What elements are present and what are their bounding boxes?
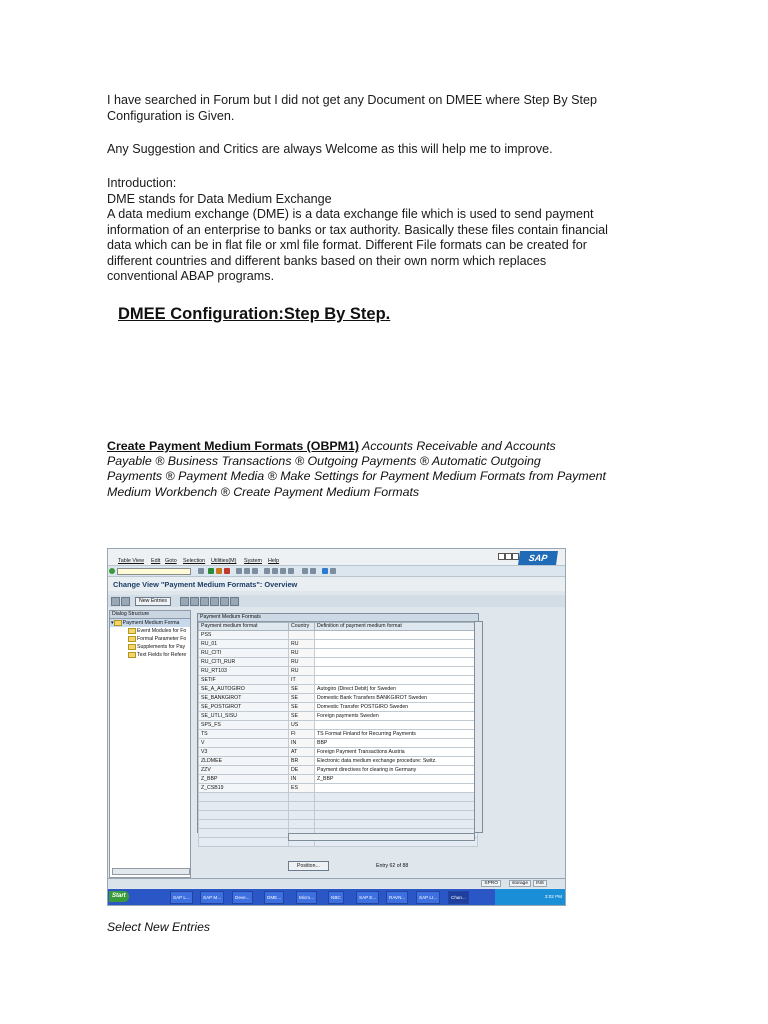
cell-format: ZLDMEE [199,757,289,766]
table-row[interactable] [199,739,478,748]
cell-country [289,811,315,820]
cell-format: RU_CITI_RUR [199,658,289,667]
cell-definition [315,640,478,649]
exit-icon[interactable] [216,568,222,574]
menu-table-view[interactable]: Table View [118,558,144,564]
select-block-icon[interactable] [220,597,229,606]
cell-format [199,820,289,829]
cell-definition [315,631,478,640]
suggestion-paragraph: Any Suggestion and Critics are always Welcome as this will help me to improve. [107,142,553,156]
cell-country: US [289,721,315,730]
task-button[interactable]: SAP M... [200,891,224,904]
last-page-icon[interactable] [288,568,294,574]
cell-country [289,631,315,640]
table-row[interactable] [199,766,478,775]
table-row[interactable] [199,640,478,649]
task-button[interactable]: Micro... [296,891,317,904]
cell-format: SPS_FS [199,721,289,730]
undo-change-icon[interactable] [200,597,209,606]
cell-country: ES [289,784,315,793]
table-row[interactable] [199,757,478,766]
menu-help[interactable]: Help [268,558,280,564]
cell-country: IN [289,775,315,784]
folder-icon [128,636,136,642]
windows-taskbar [108,889,565,905]
column-header-definition[interactable]: Definition of payment medium format [315,623,478,631]
cell-format: V [199,739,289,748]
dialog-structure-tree [109,610,191,878]
table-row[interactable] [199,685,478,694]
other-view-icon[interactable] [121,597,130,606]
cell-definition [315,658,478,667]
table-row[interactable] [199,658,478,667]
task-button[interactable]: SAP L... [170,891,193,904]
cell-format: SE_A_AUTOGIRO [199,685,289,694]
cell-definition: Z_BBP [315,775,478,784]
cell-country: RU [289,658,315,667]
cell-definition [315,676,478,685]
cell-definition [315,793,478,802]
back-icon[interactable] [208,568,214,574]
cell-definition: Autogiro (Direct Debit) for Sweden [315,685,478,694]
caption-select-new-entries: Select New Entries [107,920,210,934]
cell-definition [315,784,478,793]
cell-format: TS [199,730,289,739]
table-horizontal-scrollbar[interactable] [288,833,475,841]
table-row[interactable] [199,694,478,703]
cell-country: SE [289,685,315,694]
status-bar [108,878,565,888]
cell-format: V3 [199,748,289,757]
column-header-country[interactable]: Country [289,623,315,631]
table-row[interactable] [199,784,478,793]
column-header-format[interactable]: Payment medium format [199,623,289,631]
cell-definition: Electronic data medium exchange procedure: Switz. [315,757,478,766]
table-row[interactable] [199,676,478,685]
obpm-link[interactable]: Create Payment Medium Formats (OBPM1) [107,439,359,453]
task-button[interactable]: SAP E... [356,891,379,904]
cell-country: SE [289,712,315,721]
cell-format: PSS [199,631,289,640]
print-icon[interactable] [236,568,242,574]
tree-scrollbar[interactable] [112,868,190,875]
select-all-icon[interactable] [210,597,219,606]
task-button[interactable]: RAVN... [386,891,408,904]
menu-edit[interactable]: Edit [151,558,161,564]
task-button[interactable]: NBC [328,891,344,904]
table-row[interactable] [199,667,478,676]
obpm-instructions: Create Payment Medium Formats (OBPM1) Accounts Receivable and Accounts Payable ® Business Transactions ® Outgoing Payments ® Automatic Outgoing Payments ® Payment Media ® Make Settings for Payment Medium Formats from Payment Medium Workbench ® Create Payment Medium Formats [107,439,606,499]
tree-item-payment-medium-formats[interactable]: ▾ Payment Medium Forma [110,619,190,627]
maximize-icon[interactable] [505,553,512,560]
table-row[interactable] [199,649,478,658]
cell-format: SE_BANKGIROT [199,694,289,703]
new-session-icon[interactable] [302,568,308,574]
entry-counter: Entry 62 of 88 [376,863,409,869]
introduction-paragraph: Introduction: DME stands for Data Medium Exchange A data medium exchange (DME) is a data exchange file which is used to send payment information of an enterprise to banks or tax authority. Basically these files contain financial data which can be in flat file or xml file format. Different File formats can be created for different countries and different banks based on their own norm which replaces conventional ABAP programs. [107,176,608,283]
command-field[interactable] [117,568,191,575]
menu-system[interactable]: System [244,558,262,564]
cell-format: SE_UTLI_SISU [199,712,289,721]
table-row[interactable] [199,703,478,712]
status-server: storage [509,880,531,887]
cell-country: FI [289,730,315,739]
payment-formats-table [197,613,479,833]
cell-format: SETIF [199,676,289,685]
table-caption: Payment Medium Formats [198,614,478,622]
sap-standard-toolbar [108,565,565,577]
cell-country: IN [289,739,315,748]
display-change-icon[interactable] [111,597,120,606]
find-icon[interactable] [244,568,250,574]
sap-screenshot [107,548,566,906]
cell-format: ZZV [199,766,289,775]
cell-country: AT [289,748,315,757]
folder-icon [128,628,136,634]
cell-country [289,793,315,802]
table-row[interactable] [199,712,478,721]
table-row[interactable] [199,820,478,829]
cell-definition: Foreign Payment Transactions Austria [315,748,478,757]
cancel-icon[interactable] [224,568,230,574]
screen-title: Change View "Payment Medium Formats": Overview [113,580,298,589]
status-transaction: SPRO [481,880,501,887]
tree-header: Dialog Structure [110,611,190,619]
help-icon[interactable] [322,568,328,574]
shortcut-icon[interactable] [310,568,316,574]
table-row[interactable] [199,793,478,802]
cell-country: RU [289,640,315,649]
cell-country [289,820,315,829]
system-tray-clock: 3:02 PM [495,889,565,905]
status-mode: INS [533,880,547,887]
menu-utilities[interactable]: Utilities(M) [211,558,237,564]
cell-format: Z_CSB19 [199,784,289,793]
table-row[interactable] [199,811,478,820]
intro-paragraph: I have searched in Forum but I did not get any Document on DMEE where Step By Step Configuration is Given. [107,93,598,123]
folder-icon [128,652,136,658]
cell-country: BR [289,757,315,766]
cell-format: RU_RT103 [199,667,289,676]
cell-format [199,838,289,847]
new-entries-button[interactable]: New Entries [135,597,171,606]
application-toolbar [108,595,565,607]
table-vertical-scrollbar[interactable] [474,621,483,833]
cell-definition: BBP [315,739,478,748]
cell-format [199,793,289,802]
table-row[interactable] [199,775,478,784]
sap-titlebar [108,577,565,591]
task-button-active[interactable]: Chan... [448,891,469,904]
find-next-icon[interactable] [252,568,258,574]
cell-definition [315,802,478,811]
cell-definition: TS Format Finland for Recurring Payments [315,730,478,739]
cell-definition [315,811,478,820]
cell-definition: Payment directives for clearing in Germany [315,766,478,775]
copy-as-icon[interactable] [180,597,189,606]
start-button[interactable]: Start [109,891,129,902]
delete-icon[interactable] [190,597,199,606]
task-button[interactable]: DME... [264,891,284,904]
table-row[interactable] [199,748,478,757]
cell-definition [315,721,478,730]
cell-definition: Foreign payments Sweden [315,712,478,721]
position-button[interactable]: Position... [288,861,329,871]
table-row[interactable] [199,802,478,811]
cell-format [199,811,289,820]
task-button[interactable]: SAP LI... [416,891,440,904]
cell-definition [315,820,478,829]
tree-item-formal-parameter[interactable]: Formal Parameter Fo [110,635,190,643]
task-button[interactable]: Deve... [232,891,253,904]
page-heading: DMEE Configuration:Step By Step. [118,305,391,323]
cell-country [289,802,315,811]
layout-menu-icon[interactable] [330,568,336,574]
cell-country: DE [289,766,315,775]
cell-definition: Domestic Transfer POSTGIRO Sweden [315,703,478,712]
cell-country: RU [289,649,315,658]
next-page-icon[interactable] [280,568,286,574]
first-page-icon[interactable] [264,568,270,574]
folder-icon [128,644,136,650]
tree-item-supplements[interactable]: Supplements for Pay [110,643,190,651]
cell-definition [315,649,478,658]
cell-format [199,802,289,811]
cell-definition [315,667,478,676]
cell-country: SE [289,703,315,712]
cell-country: SE [289,694,315,703]
previous-page-icon[interactable] [272,568,278,574]
folder-open-icon [114,620,122,626]
cell-format: RU_CITI [199,649,289,658]
cell-definition: Domestic Bank Transfers BANKGIROT Sweden [315,694,478,703]
chevron-down-icon[interactable]: ▾ [111,620,114,626]
menu-selection[interactable]: Selection [183,558,206,564]
cell-country: RU [289,667,315,676]
table-row[interactable] [199,721,478,730]
table-row[interactable] [199,730,478,739]
tree-item-text-fields[interactable]: Text Fields for Refere [110,651,190,659]
table-row[interactable] [199,631,478,640]
enter-icon[interactable] [109,568,115,574]
cell-format: Z_BBP [199,775,289,784]
sap-logo: SAP [518,551,558,565]
menu-goto[interactable]: Goto [165,558,177,564]
cell-format: SE_POSTGIROT [199,703,289,712]
cell-format: RU_01 [199,640,289,649]
cell-format [199,829,289,838]
minimize-icon[interactable] [498,553,505,560]
deselect-all-icon[interactable] [230,597,239,606]
tree-item-event-modules[interactable]: Event Modules for Fo [110,627,190,635]
cell-country: IT [289,676,315,685]
save-icon[interactable] [198,568,204,574]
sap-menubar [108,549,565,565]
